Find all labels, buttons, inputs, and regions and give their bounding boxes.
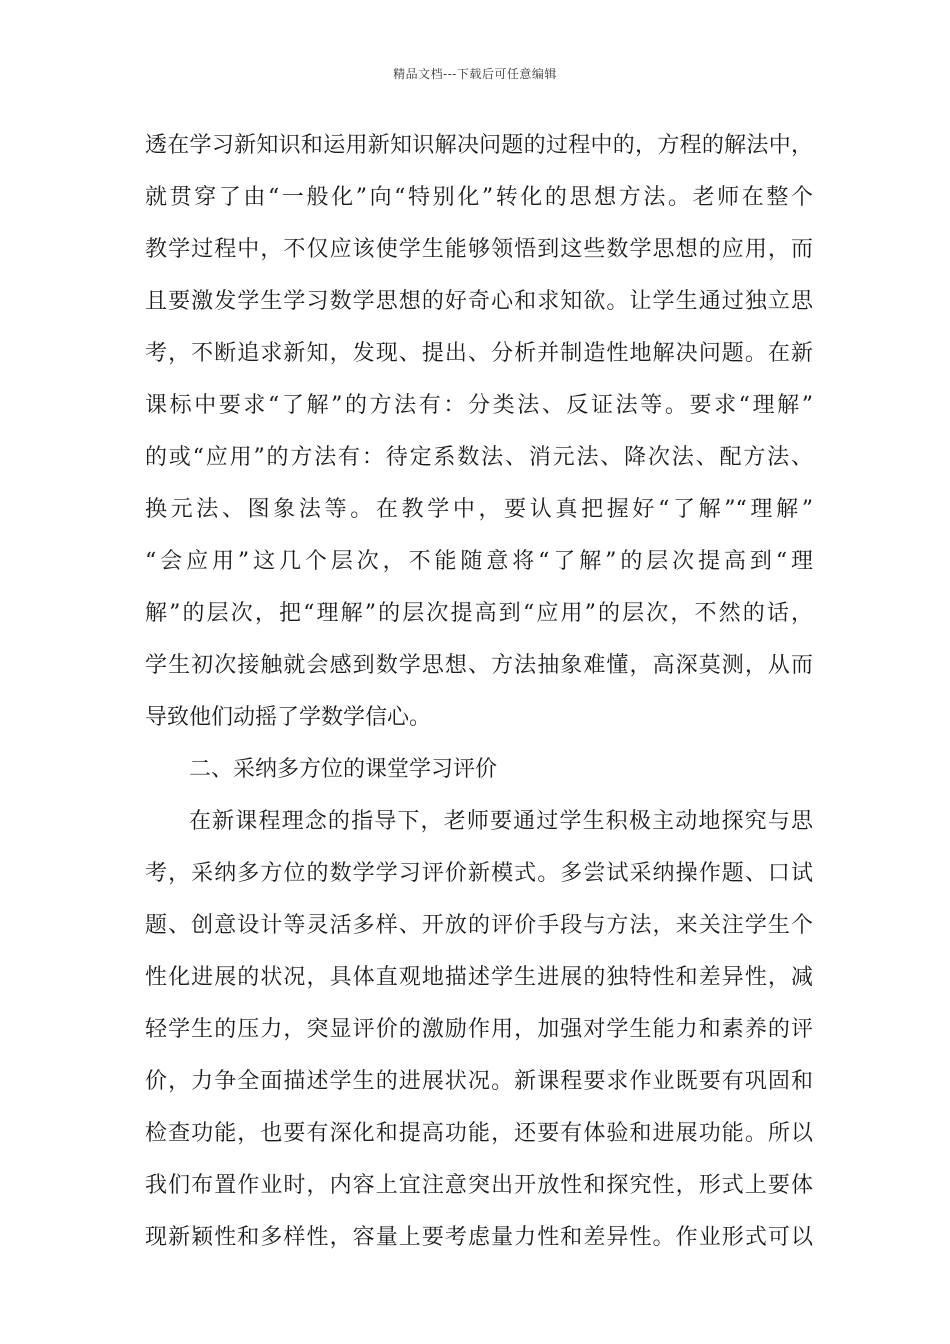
text-line: 就贯穿了由“一般化”向“特别化”转化的思想方法。老师在整个 [145,185,813,210]
text-line: 性化进展的状况，具体直观地描述学生进展的独特性和差异性，减 [145,965,813,990]
document-body [145,120,813,1264]
text-line: 考，不断追求新知，发现、提出、分析并制造性地解决问题。在新 [145,341,813,366]
text-line: 且要激发学生学习数学思想的好奇心和求知欲。让学生通过独立思 [145,289,813,314]
text-line: 课标中要求“了解”的方法有：分类法、反证法等。要求“理解” [145,393,813,418]
text-line: 我们布置作业时，内容上宜注意突出开放性和探究性，形式上要体 [145,1173,813,1198]
text-line: 轻学生的压力，突显评价的激励作用，加强对学生能力和素养的评 [145,1017,813,1042]
text-line: 透在学习新知识和运用新知识解决问题的过程中的，方程的解法中， [145,133,813,158]
page-header: 精品文档---下载后可任意编辑 [393,67,557,81]
section-heading: 二、采纳多方位的课堂学习评价 [189,757,498,782]
text-line: 在新课程理念的指导下，老师要通过学生积极主动地探究与思 [189,809,813,834]
text-line: “会应用”这几个层次，不能随意将“了解”的层次提高到“理 [145,549,813,574]
text-line: 换元法、图象法等。在教学中，要认真把握好“了解”“理解” [145,497,813,522]
text-line: 教学过程中，不仅应该使学生能够领悟到这些数学思想的应用，而 [145,237,813,262]
text-line: 考，采纳多方位的数学学习评价新模式。多尝试采纳操作题、口试 [145,861,813,886]
text-line: 题、创意设计等灵活多样、开放的评价手段与方法，来关注学生个 [145,913,813,938]
text-line: 检查功能，也要有深化和提高功能，还要有体验和进展功能。所以 [145,1121,813,1146]
text-line: 学生初次接触就会感到数学思想、方法抽象难懂，高深莫测，从而 [145,653,813,678]
text-line: 的或“应用”的方法有：待定系数法、消元法、降次法、配方法、 [145,445,813,470]
text-line: 现新颖性和多样性，容量上要考虑量力性和差异性。作业形式可以 [145,1225,813,1250]
text-line: 导致他们动摇了学数学信心。 [145,705,432,730]
text-line: 解”的层次，把“理解”的层次提高到“应用”的层次，不然的话， [145,601,813,626]
text-line: 价，力争全面描述学生的进展状况。新课程要求作业既要有巩固和 [145,1069,813,1094]
